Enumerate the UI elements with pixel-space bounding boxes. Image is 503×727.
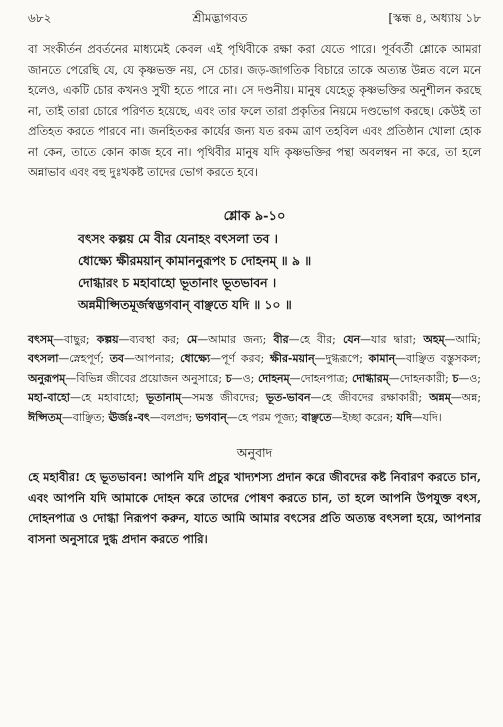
synonym-meaning: ও xyxy=(469,371,478,385)
synonym-word: কামান্ xyxy=(368,352,396,365)
synonym-word: দোগ্ধারম্ xyxy=(351,371,389,385)
synonym-word: ভূতানাম্ xyxy=(146,391,182,404)
synonym-meaning: অন্ন xyxy=(461,391,478,404)
synonym-meaning: যার দ্বারা xyxy=(371,332,413,346)
synonym-meaning: বিভিন্ন জীবের প্রয়োজন অনুসারে xyxy=(76,371,219,385)
synonym-word: মহা-বাহো xyxy=(28,391,70,404)
synonym-word: মে xyxy=(186,332,198,346)
page-header xyxy=(28,10,481,32)
verse-line: দোগ্ধারং চ মহাবাহো ভূতানাং ভূতভাবন । xyxy=(78,274,277,290)
synonym-word: বৎসম্ xyxy=(28,332,54,346)
purport-paragraph: বা সংকীর্তন প্রবর্তনের মাধ্যমেই কেবল এই পৃথিবীকে রক্ষা করা যেতে পারে। পূর্ববর্তী শ্লোকে আমরা জানতে পেরেছি যে, যে কৃষ্ণভক্ত নয়, সে চোর। জড়-জাগতিক বিচারে তাকে অত্যন্ত উন্নত বলে মনে হলেও, একটি চোর কখনও সুখী হতে পারে না। সে দণ্ডনীয়। মানুষ যেহেতু কৃষ্ণভক্তির অনুশীলন করছে না, তাই তারা চোরে পরিণত হয়েছে, এবং তার ফলে তারা প্রকৃতির নিয়মে দণ্ডভোগ করছে। কেউই তা প্রতিহত করতে পারবে না। জনহিতকর কার্যের জন্য যত রকম ত্রাণ তহবিল এবং প্রতিষ্ঠান খোলা হোক না কেন, তাতে কোন কাজ হবে না। পৃথিবীর মানুষ যদি কৃষ্ণভক্তির পন্থা অবলম্বন না করে, তা হলে অন্নাভাব এবং বহু দুঃখকষ্ট তাদের ভোগ করতে হবে। xyxy=(28,43,481,179)
page-number: ৬৮২ xyxy=(28,11,52,25)
book-title: শ্রীমদ্ভাগবত xyxy=(192,11,248,25)
synonym-word: দোহনম্ xyxy=(258,371,290,385)
synonym-meaning: পূর্ণ করব xyxy=(221,352,261,365)
synonym-meaning: স্নেহপূর্ণ xyxy=(69,352,101,365)
synonym-meaning: হে মহাবাহো xyxy=(80,391,136,404)
synonym-meaning: যদি xyxy=(422,410,438,424)
synonym-meaning: হে জীবদের রক্ষাকারী xyxy=(321,391,419,404)
synonym-meaning: আমার জন্য xyxy=(208,332,263,346)
synonym-meaning: আপনার xyxy=(134,352,171,365)
chapter-reference: [স্কন্ধ ৪, অধ্যায় ১৮ xyxy=(388,11,481,25)
synonym-meaning: সমস্ত জীবদের xyxy=(192,391,256,404)
synonym-meaning: ব্যবস্থা কর xyxy=(129,332,176,346)
synonym-word: ক্ষীর-ময়ান্ xyxy=(270,352,315,365)
synonym-word: বীর xyxy=(273,332,289,346)
verse-block xyxy=(28,206,481,316)
translation-heading: অনুবাদ xyxy=(236,445,273,460)
synonym-word: ভগবান্ xyxy=(195,410,227,424)
synonym-meaning: দোহনপাত্র xyxy=(300,371,345,385)
synonym-word: অন্নম্ xyxy=(429,391,451,404)
verse-number: শ্লোক ৯-১০ xyxy=(223,208,286,224)
synonym-word: ঈপ্সিতম্ xyxy=(28,410,62,424)
synonym-word: অনুরূপম্ xyxy=(28,371,66,385)
synonym-meaning: আমি xyxy=(455,332,478,346)
synonym-meaning: দোহনকারী xyxy=(399,371,446,385)
synonym-meaning: বাঞ্ছিত বস্তুসকল xyxy=(406,352,478,365)
synonym-word: বাঞ্ছতে xyxy=(301,410,332,424)
synonym-word: তব xyxy=(109,352,124,365)
synonym-word: যেন xyxy=(342,332,361,346)
synonym-word: বৎসলা xyxy=(28,352,59,365)
synonym-meaning: বাছুর xyxy=(64,332,86,346)
synonym-word: ভূত-ভাবন xyxy=(265,391,311,404)
word-for-word-synonyms: বৎসম্—বাছুর; কল্পয়—ব্যবস্থা কর; মে—আমার জন্য; বীর—হে বীর; যেন—যার দ্বারা; অহম্—আমি; বৎসলা—স্নেহপূর্ণ; তব—আপনার; ধোক্ষ্যে—পূর্ণ করব; ক্ষীর-ময়ান্—দুগ্ধরূপে; কামান্—বাঞ্ছিত বস্তুসকল; অনুরূপম্—বিভিন্ন জীবের প্রয়োজন অনুসারে; চ—ও; দোহনম্—দোহনপাত্র; দোগ্ধারম্—দোহনকারী; চ—ও; মহা-বাহো—হে মহাবাহো; ভূতানাম্—সমস্ত জীবদের; ভূত-ভাবন—হে জীবদের রক্ষাকারী; অন্নম্—অন্ন; ঈপ্সিতম্—বাঞ্ছিত; ঊর্জঃ-বৎ—বলপ্রদ; ভগবান্—হে পরম পূজ্য; বাঞ্ছতে—ইচ্ছা করেন; যদি—যদি। xyxy=(28,332,481,424)
synonym-word: অহম্ xyxy=(423,332,445,346)
synonym-word: যদি xyxy=(396,410,412,424)
synonym-word: চ xyxy=(225,371,232,385)
synonym-meaning: ইচ্ছা করেন xyxy=(342,410,390,424)
verse-line: অন্নমীপ্সিতমূর্জস্বদ্ভগবান্ বাঞ্ছতে যদি ॥ ১০ ॥ xyxy=(78,296,292,312)
verse-line: বৎসং কল্পয় মে বীর যেনাহং বৎসলা তব । xyxy=(78,230,278,246)
synonym-meaning: দুগ্ধরূপে xyxy=(325,352,360,365)
synonym-meaning: বলপ্রদ xyxy=(160,410,189,424)
synonym-word: ঊর্জঃ-বৎ xyxy=(108,410,150,424)
synonym-meaning: ও xyxy=(242,371,251,385)
translation-paragraph: হে মহাবীর! হে ভূতভাবন! আপনি যদি প্রচুর খাদ্যশস্য প্রদান করে জীবদের কষ্ট নিবারণ করতে চান, এবং আপনি যদি আমাকে দোহন করে তাদের পোষণ করতে চান, তা হলে আপনি উপযুক্ত বৎস, দোহনপাত্র ও দোগ্ধা নিরূপণ করুন, যাতে আমি আমার বৎসের প্রতি অত্যন্ত বৎসলা হয়ে, আপনার বাসনা অনুসারে দুগ্ধ প্রদান করতে পারি। xyxy=(28,470,481,546)
synonym-meaning: হে বীর xyxy=(299,332,333,346)
synonym-word: কল্পয় xyxy=(96,332,119,346)
verse-line: ধোক্ষ্যে ক্ষীরময়ান্ কামাননুরূপং চ দোহনম্ ॥ ৯ ॥ xyxy=(78,252,312,268)
synonym-meaning: বাঞ্ছিত xyxy=(72,410,102,424)
synonym-word: চ xyxy=(452,371,459,385)
synonym-word: ধোক্ষ্যে xyxy=(180,352,211,365)
synonym-meaning: হে পরম পূজ্য xyxy=(237,410,295,424)
